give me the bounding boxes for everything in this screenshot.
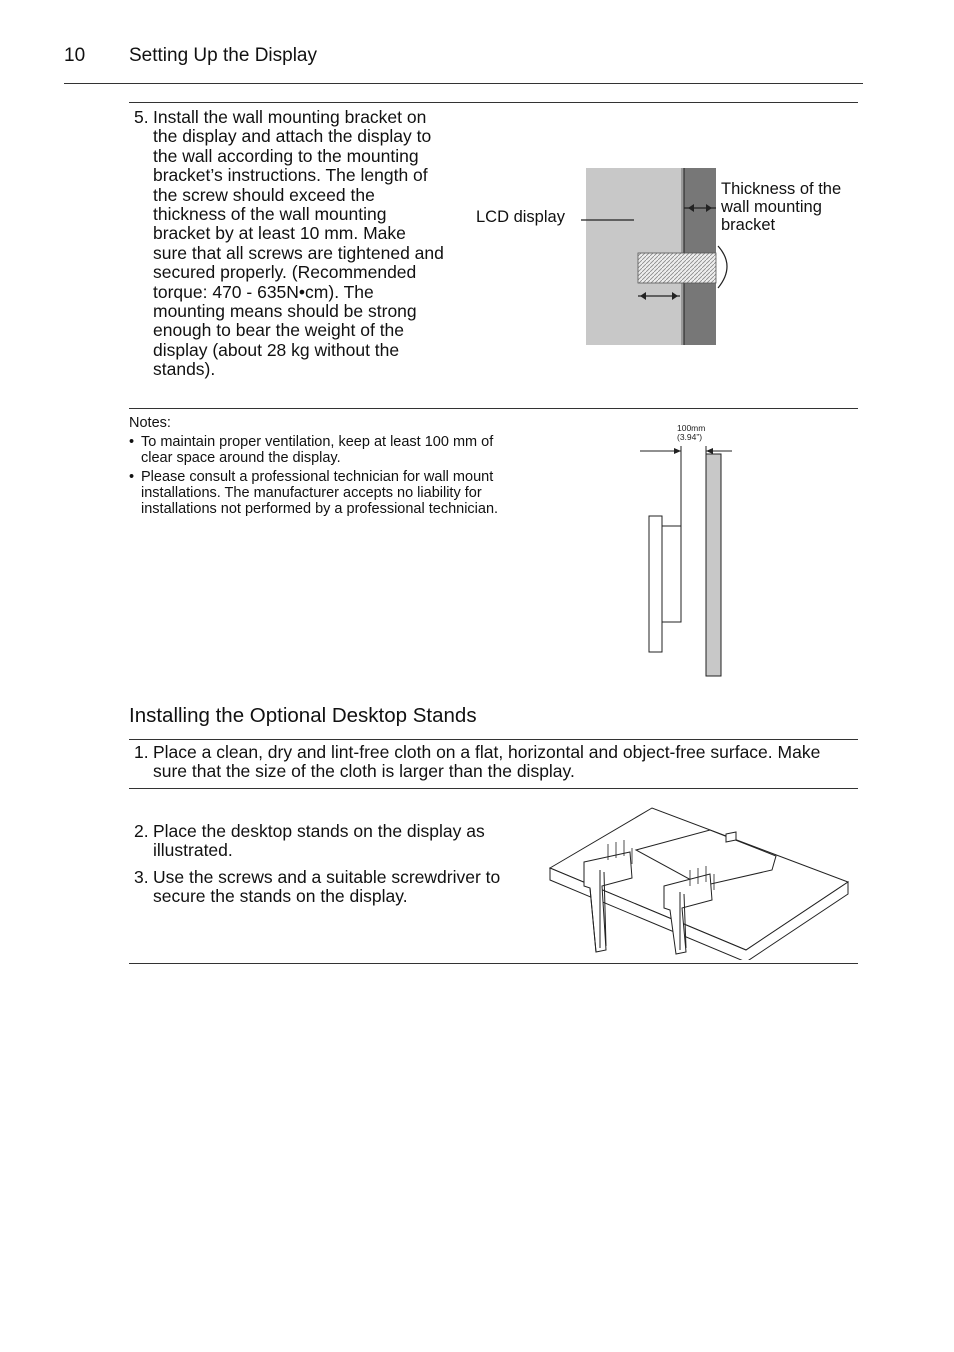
step-3	[134, 868, 509, 907]
thickness-label-line: bracket	[721, 216, 776, 234]
step-number: 5.	[134, 107, 149, 127]
step-text: Use the screws and a suitable screwdriver to secure the stands on the display.	[153, 867, 501, 907]
table-rule	[129, 408, 858, 409]
thickness-label-line: Thickness of the	[721, 180, 842, 198]
step-5	[134, 108, 444, 380]
screw	[638, 253, 716, 283]
lcd-display-label: LCD display	[476, 208, 565, 226]
table-rule	[129, 102, 858, 103]
thickness-label-line: wall mounting	[721, 198, 822, 216]
step-number: 2.	[134, 821, 149, 841]
header-rule	[64, 83, 863, 84]
step-text: Place a clean, dry and lint-free cloth on a flat, horizontal and object-free surface. Make sure that the size of the cloth is larger than the display.	[153, 742, 821, 782]
clearance-label: 100mm	[677, 423, 706, 433]
table-rule	[129, 963, 858, 964]
clearance-label: (3.94”)	[677, 432, 703, 442]
bracket-callout	[718, 246, 727, 288]
step-number: 1.	[134, 742, 149, 762]
desktop-stands-illustration	[540, 800, 860, 960]
notes	[129, 415, 499, 517]
mount-bracket-side	[662, 526, 681, 622]
step-text: Install the wall mounting bracket on the display and attach the display to the wall according to the mounting bracket’s instructions. The length of the screw should exceed the thickness of the wall mounting bracket by at least 10 mm. Make sure that all screws are tightened and secured properly. (Recommended torque: 470 - 635N•cm). The mounting means should be strong enough to bear the weight of the display (about 28 kg without the stands).	[153, 107, 444, 380]
table-rule	[129, 788, 858, 789]
note-item: • To maintain proper ventilation, keep at least 100 mm of clear space around the display.	[129, 434, 499, 466]
section-heading: Installing the Optional Desktop Stands	[129, 704, 477, 727]
note-item: • Please consult a professional technician for wall mount installations. The manufacturer accepts no liability for installations not performed by a professional technician.	[129, 469, 499, 517]
step-1	[134, 743, 854, 782]
step-2	[134, 822, 509, 861]
step-number: 3.	[134, 867, 149, 887]
display-side-view	[649, 516, 662, 652]
notes-heading: Notes:	[129, 415, 171, 431]
wall	[706, 454, 721, 676]
clearance-diagram	[630, 418, 740, 680]
wall-mount-diagram	[570, 160, 740, 360]
page-number: 10	[64, 45, 86, 66]
step-text: Place the desktop stands on the display as illustrated.	[153, 821, 485, 861]
page-title: Setting Up the Display	[129, 45, 317, 66]
table-rule	[129, 739, 858, 740]
